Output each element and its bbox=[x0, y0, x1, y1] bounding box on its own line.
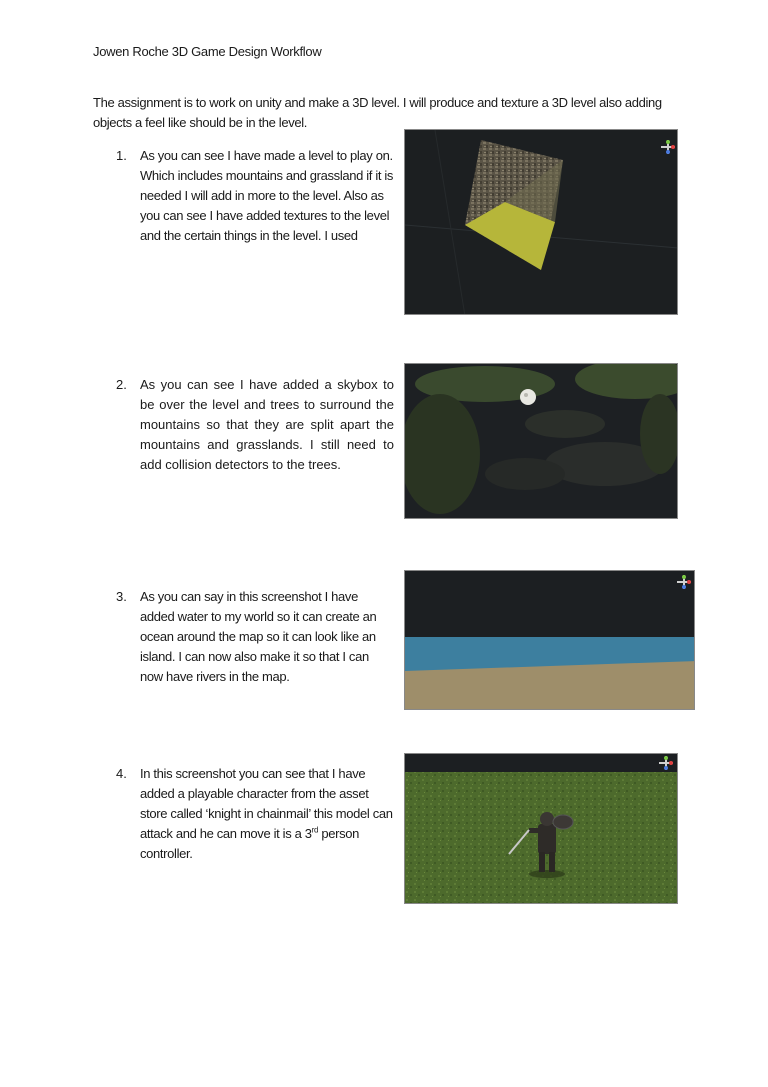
character-illustration bbox=[405, 754, 678, 904]
list-number: 2. bbox=[116, 377, 127, 392]
list-item-4 bbox=[116, 764, 396, 864]
superscript: rd bbox=[311, 825, 319, 835]
list-number: 4. bbox=[116, 766, 127, 781]
list-number: 1. bbox=[116, 148, 127, 163]
screenshot-water bbox=[404, 570, 695, 710]
list-number: 3. bbox=[116, 589, 127, 604]
list-item-text: As you can see I have made a level to play on. Which includes mountains and grassland if it is needed I will add in more to the level. Also as you can see I have added textures to the level and the certain things in the level. I used bbox=[140, 148, 394, 243]
list-item-1 bbox=[116, 146, 396, 246]
list-item-text-part: In this screenshot you can see that I have added a playable character from the asset store called ‘knight in chainmail’ this model can attack and he can move it is a 3 bbox=[140, 766, 393, 841]
list-item-text-part: person controller. bbox=[140, 826, 359, 861]
skybox-illustration bbox=[405, 364, 678, 519]
intro-paragraph: The assignment is to work on unity and make a 3D level. I will produce and texture a 3D level also adding objects a feel like should be in the level. bbox=[93, 95, 662, 130]
water-illustration bbox=[405, 571, 695, 710]
list-item-text: As you can say in this screenshot I have added water to my world so it can create an ocean around the map so it can look like an island. I can now also make it so that I can now have rivers in the map. bbox=[140, 589, 377, 684]
list-item-text bbox=[140, 764, 394, 864]
list-item-2 bbox=[116, 375, 396, 475]
screenshot-terrain bbox=[404, 129, 678, 315]
screenshot-skybox bbox=[404, 363, 678, 519]
screenshot-character bbox=[404, 753, 678, 904]
list-item-text: As you can see I have added a skybox to be over the level and trees to surround the mountains so that they are split apart the mountains and grasslands. I still need to add collision detectors to the trees. bbox=[140, 377, 394, 472]
terrain-illustration bbox=[405, 130, 678, 315]
list-item-3 bbox=[116, 587, 396, 687]
document-header: Jowen Roche 3D Game Design Workflow bbox=[93, 44, 322, 59]
